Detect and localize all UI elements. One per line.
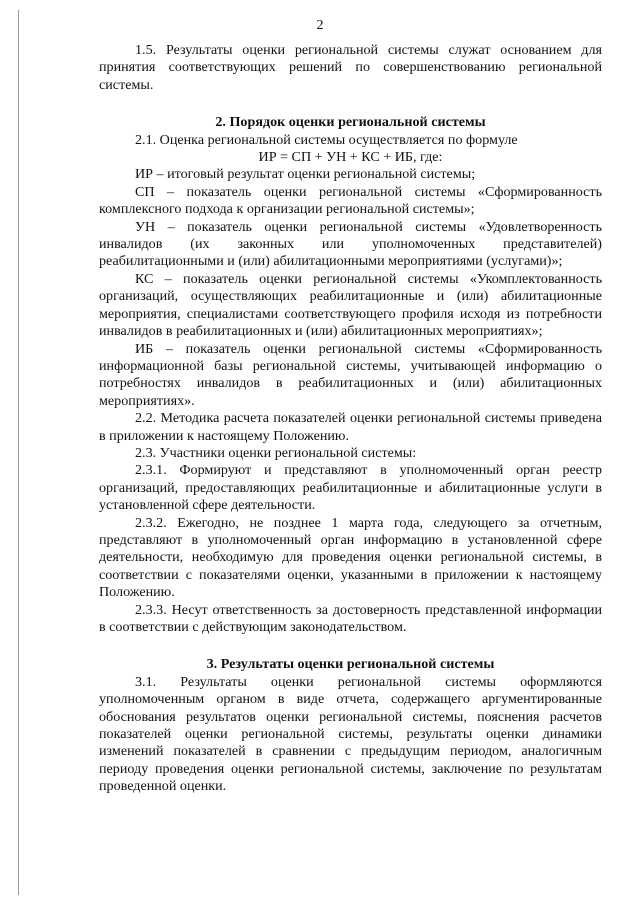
definition-ks: КС – показатель оценки региональной системы «Укомплектованность организаций, осуществляющих реабилитационные и (или) абилитационные мероприятия, специалистами соответствующего профиля исходя из потребности инвалидов в реабилитационных и (или) абилитационных мероприятиях»; (99, 270, 602, 340)
definition-un-part1: УН – показатель оценки региональной системы «Удовлетворенность инвалидов (их законных или уполномоченных представителей) (99, 218, 602, 253)
section-2-heading: 2. Порядок оценки региональной системы (215, 114, 486, 131)
definition-ib: ИБ – показатель оценки региональной системы «Сформированность информационной базы региональной системы, учитывающей информацию о потребностях инвалидов в реабилитационных и (или) абилитационных мероприятиях». (99, 340, 602, 409)
page-number: 2 (316, 18, 324, 33)
paragraph-2-3-1: 2.3.1. Формируют и представляют в уполномоченный орган реестр организаций, предоставляющих реабилитационные и абилитационные услуги в установленной сфере деятельности. (99, 462, 602, 514)
definition-un-part2: реабилитационными и (или) абилитационными мероприятиями (услугами)»; (99, 253, 563, 270)
paragraph-2-3-2: 2.3.2. Ежегодно, не позднее 1 марта года, следующего за отчетным, представляют в уполномоченный орган информацию в установленной сфере деятельности, необходимую для проведения оценки региональной системы, в соответствии с показателями оценки, указанными в приложении к настоящему Положению. (99, 514, 602, 601)
definition-sp: СП – показатель оценки региональной системы «Сформированность комплексного подхода к организации региональной системы»; (99, 183, 602, 218)
paragraph-2-3: 2.3. Участники оценки региональной системы: (135, 444, 417, 461)
spacer (99, 636, 602, 656)
paragraph-2-2: 2.2. Методика расчета показателей оценки региональной системы приведена в приложении к настоящему Положению. (99, 410, 602, 444)
section-3-heading: 3. Результаты оценки региональной системы (206, 656, 495, 673)
spacer (99, 94, 602, 114)
definition-ir: ИР – итоговый результат оценки региональной системы; (135, 166, 476, 183)
document-body (99, 42, 602, 796)
paragraph-2-3-3: 2.3.3. Несут ответственность за достоверность представленной информации в соответствии с действующим законодательством. (99, 601, 602, 635)
formula: ИР = СП + УН + КС + ИБ, где: (258, 149, 443, 166)
paragraph-2-1: 2.1. Оценка региональной системы осуществляется по формуле (135, 131, 518, 148)
scan-edge-line (18, 10, 19, 895)
paragraph-1-5: 1.5. Результаты оценки региональной системы служат основанием для принятия соответствующих решений по совершенствованию региональной системы. (99, 42, 602, 93)
paragraph-3-1: 3.1. Результаты оценки региональной системы оформляются уполномоченным органом в виде отчета, содержащего аргументированные обоснования результатов оценки региональной системы, пояснения расчетов показателей оценки региональной системы, результаты оценки динамики изменений показателей в сравнении с предыдущим периодом, аналогичным периоду проведения оценки региональной системы, заключение по результатам проведенной оценки. (99, 673, 602, 795)
